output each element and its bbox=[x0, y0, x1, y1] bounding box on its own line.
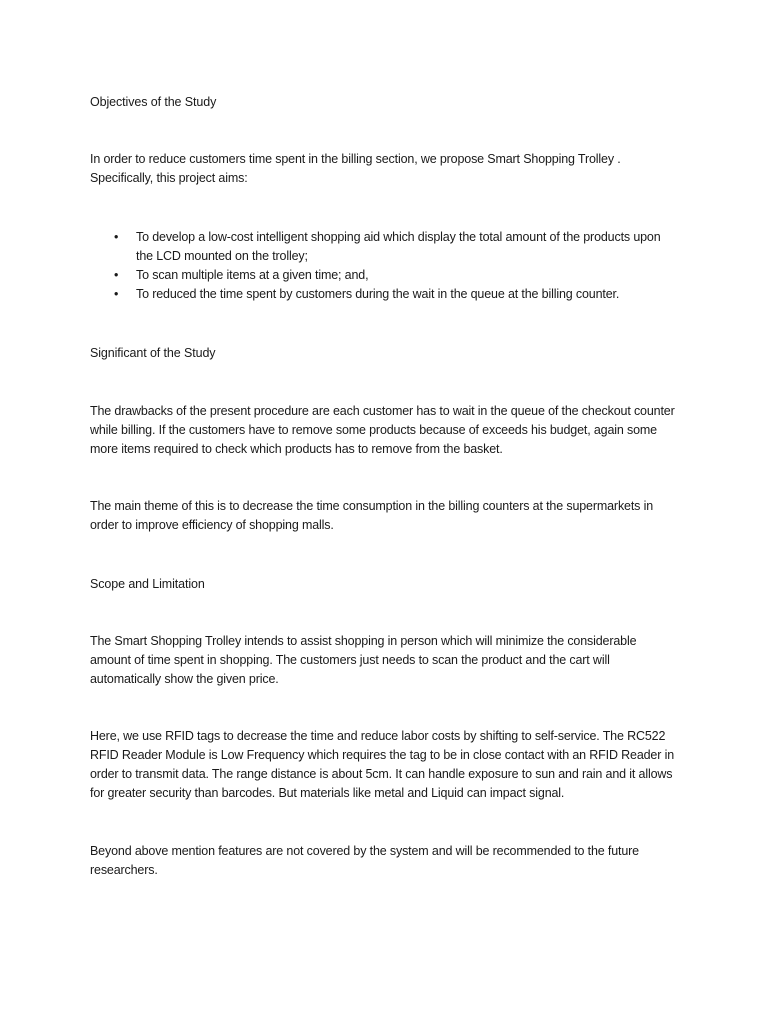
significance-heading: Significant of the Study bbox=[90, 346, 216, 360]
scope-paragraph-3: Beyond above mention features are not covered by the system and will be recommended to the future researchers. bbox=[90, 844, 639, 877]
scope-paragraph-1: The Smart Shopping Trolley intends to assist shopping in person which will minimize the considerable amount of time spent in shopping. The customers just needs to scan the product and the cart will automatically show the given price. bbox=[90, 634, 637, 686]
bullet-icon: • bbox=[114, 287, 119, 301]
objective-item bbox=[90, 285, 680, 304]
objectives-bullet-list bbox=[90, 228, 680, 304]
objective-item-text: To reduced the time spent by customers during the wait in the queue at the billing counter. bbox=[136, 287, 620, 301]
objectives-heading: Objectives of the Study bbox=[90, 95, 217, 109]
scope-paragraph-2: Here, we use RFID tags to decrease the time and reduce labor costs by shifting to self-service. The RC522 RFID Reader Module is Low Frequency which requires the tag to be in close contact with an RFID Reader in order to transmit data. The range distance is about 5cm. It can handle exposure to sun and rain and it allows for greater security than barcodes. But materials like metal and Liquid can impact signal. bbox=[90, 729, 674, 800]
objectives-intro: In order to reduce customers time spent in the billing section, we propose Smart Shopping Trolley . Specifically, this project aims: bbox=[90, 152, 621, 185]
objective-item-text: To scan multiple items at a given time; and, bbox=[136, 268, 369, 282]
objective-item bbox=[90, 228, 680, 266]
scope-heading: Scope and Limitation bbox=[90, 577, 205, 591]
significance-paragraph-2: The main theme of this is to decrease the time consumption in the billing counters at the supermarkets in order to improve efficiency of shopping malls. bbox=[90, 499, 654, 532]
bullet-icon: • bbox=[114, 268, 119, 282]
objective-item bbox=[90, 266, 680, 285]
significance-paragraph-1: The drawbacks of the present procedure are each customer has to wait in the queue of the checkout counter while billing. If the customers have to remove some products because of exceeds his budget, again some more items required to check which products has to remove from the basket. bbox=[90, 404, 675, 456]
objective-item-text: To develop a low-cost intelligent shopping aid which display the total amount of the products upon the LCD mounted on the trolley; bbox=[136, 230, 661, 263]
bullet-icon: • bbox=[114, 230, 119, 244]
